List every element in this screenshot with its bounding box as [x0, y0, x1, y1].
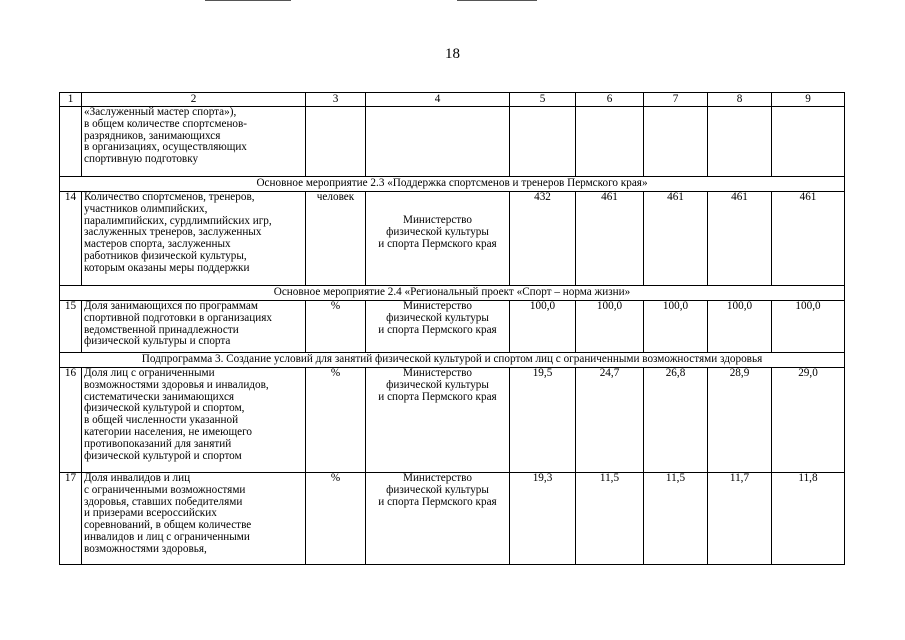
value-cell: 100,0	[772, 301, 845, 353]
value-cell: 100,0	[576, 301, 644, 353]
indicator-line: спортивной подготовки в организациях	[84, 311, 272, 324]
ministry-line: физической культуры	[386, 378, 489, 391]
unit-cell: %	[306, 473, 366, 565]
header-cell: 2	[82, 93, 306, 107]
header-cell: 9	[772, 93, 845, 107]
unit-cell	[306, 107, 366, 177]
page-number: 18	[445, 46, 460, 62]
indicator-name	[82, 368, 306, 473]
ministry-line: физической культуры	[386, 311, 489, 324]
value-cell	[708, 107, 772, 177]
ministry-line: и спорта Пермского края	[378, 390, 497, 403]
indicator-line: которым оказаны меры поддержки	[84, 261, 250, 274]
header-cell: 6	[576, 93, 644, 107]
value-cell: 11,7	[708, 473, 772, 565]
indicator-line: разрядников, занимающихся	[84, 129, 221, 142]
ministry-line: и спорта Пермского края	[378, 323, 497, 336]
indicator-line: систематически занимающихся	[84, 390, 235, 403]
indicator-line: возможностями здоровья и инвалидов,	[84, 378, 269, 391]
value-cell: 19,3	[510, 473, 576, 565]
header-cell: 4	[366, 93, 510, 107]
value-cell: 461	[644, 192, 708, 286]
indicator-line: физической культуры и спорта	[84, 335, 231, 348]
table-row	[60, 368, 845, 473]
value-cell	[510, 107, 576, 177]
indicator-line: в общей численности указанной	[84, 414, 239, 427]
indicator-name	[82, 301, 306, 353]
header-row	[60, 93, 845, 107]
indicator-line: заслуженных тренеров, заслуженных	[84, 226, 262, 239]
header-cell: 1	[60, 93, 82, 107]
ministry-line: и спорта Пермского края	[378, 495, 497, 508]
header-cell: 8	[708, 93, 772, 107]
indicator-line: ведомственной принадлежности	[84, 323, 239, 336]
value-cell: 11,8	[772, 473, 845, 565]
responsible-cell	[366, 107, 510, 177]
value-cell: 28,9	[708, 368, 772, 473]
subprogram-title-3: Подпрограмма 3. Создание условий для занятий физической культурой и спортом лиц с ограниченными возможностями здоровья	[60, 353, 845, 368]
section-row	[60, 177, 845, 192]
ministry-line: Министерство	[403, 300, 472, 312]
ministry-line: и спорта Пермского края	[378, 237, 497, 250]
unit-cell: человек	[306, 192, 366, 286]
table-row	[60, 107, 845, 177]
section-title-2-4: Основное мероприятие 2.4 «Региональный проект «Спорт – норма жизни»	[60, 286, 845, 301]
value-cell: 11,5	[644, 473, 708, 565]
indicator-line: паралимпийских, сурдлимпийских игр,	[84, 214, 272, 227]
scan-mark-right	[457, 0, 537, 1]
indicator-line: Доля занимающихся по программам	[84, 300, 258, 312]
header-cell: 5	[510, 93, 576, 107]
indicator-line: физической культурой и спортом	[84, 449, 242, 462]
indicator-line: Доля лиц с ограниченными	[84, 367, 215, 379]
table-row	[60, 301, 845, 353]
table-row	[60, 192, 845, 286]
value-cell	[644, 107, 708, 177]
row-number: 16	[60, 368, 82, 473]
value-cell: 11,5	[576, 473, 644, 565]
scan-mark-left	[205, 0, 291, 1]
row-number: 14	[60, 192, 82, 286]
value-cell: 100,0	[510, 301, 576, 353]
indicator-line: Количество спортсменов, тренеров,	[84, 191, 255, 203]
indicator-line: Доля инвалидов и лиц	[84, 472, 191, 484]
responsible-cell	[366, 368, 510, 473]
indicator-line: противопоказаний для занятий	[84, 437, 232, 450]
indicator-line: соревнований, в общем количестве	[84, 519, 252, 532]
ministry-line: Министерство	[403, 214, 472, 226]
value-cell: 19,5	[510, 368, 576, 473]
indicator-line: «Заслуженный мастер спорта»),	[84, 106, 237, 118]
value-cell: 461	[708, 192, 772, 286]
indicator-line: инвалидов и лиц с ограниченными	[84, 530, 250, 543]
responsible-cell	[366, 301, 510, 353]
value-cell: 432	[510, 192, 576, 286]
value-cell: 461	[772, 192, 845, 286]
value-cell: 100,0	[708, 301, 772, 353]
value-cell: 100,0	[644, 301, 708, 353]
table-row	[60, 473, 845, 565]
indicator-line: и призерами всероссийских	[84, 507, 217, 520]
indicator-line: физической культурой и спортом,	[84, 402, 245, 415]
ministry-line: Министерство	[403, 472, 472, 484]
indicator-line: работников физической культуры,	[84, 249, 247, 262]
section-row	[60, 286, 845, 301]
indicator-line: в общем количестве спортсменов-	[84, 117, 248, 130]
unit-cell: %	[306, 301, 366, 353]
value-cell: 461	[576, 192, 644, 286]
value-cell: 29,0	[772, 368, 845, 473]
ministry-line: Министерство	[403, 367, 472, 379]
indicator-line: мастеров спорта, заслуженных	[84, 238, 231, 251]
header-cell: 7	[644, 93, 708, 107]
indicators-table	[59, 92, 845, 565]
value-cell	[576, 107, 644, 177]
indicator-line: в организациях, осуществляющих	[84, 141, 247, 154]
row-number: 15	[60, 301, 82, 353]
ministry-line: физической культуры	[386, 225, 489, 238]
row-number	[60, 107, 82, 177]
indicator-name	[82, 192, 306, 286]
responsible-cell	[366, 473, 510, 565]
indicator-line: здоровья, ставших победителями	[84, 495, 243, 508]
value-cell: 26,8	[644, 368, 708, 473]
value-cell: 24,7	[576, 368, 644, 473]
section-row	[60, 353, 845, 368]
indicator-name	[82, 473, 306, 565]
row-number: 17	[60, 473, 82, 565]
unit-cell: %	[306, 368, 366, 473]
indicator-line: категории населения, не имеющего	[84, 425, 252, 438]
indicator-name	[82, 107, 306, 177]
section-title-2-3: Основное мероприятие 2.3 «Поддержка спортсменов и тренеров Пермского края»	[60, 177, 845, 192]
indicator-line: спортивную подготовку	[84, 153, 199, 166]
header-cell: 3	[306, 93, 366, 107]
ministry-line: физической культуры	[386, 483, 489, 496]
indicator-line: с ограниченными возможностями	[84, 483, 246, 496]
indicator-line: возможностями здоровья,	[84, 542, 207, 555]
indicator-line: участников олимпийских,	[84, 202, 208, 215]
ministry-text	[368, 215, 507, 250]
responsible-cell	[366, 192, 510, 286]
value-cell	[772, 107, 845, 177]
